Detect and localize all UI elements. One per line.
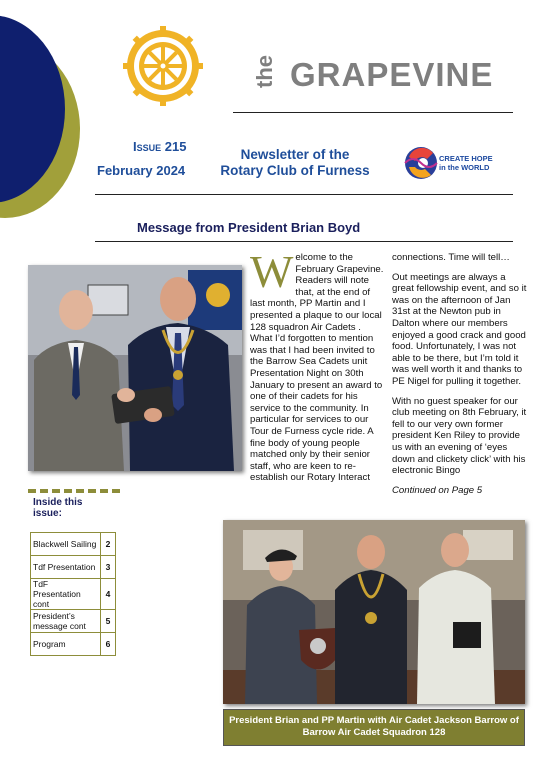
newsletter-subtitle	[200, 147, 390, 179]
subtitle-line-1: Newsletter of the	[240, 147, 350, 162]
contents-row[interactable]	[31, 579, 116, 610]
header-rule	[233, 112, 513, 113]
contents-row[interactable]	[31, 633, 116, 656]
subheader-rule-bottom	[95, 241, 513, 242]
article-text-col1: elcome to the February Grapevine. Readers will note that, at the end of last month, PP Martin and I presented a plaque to our local 128 squadron Air Cadets . What I’d forgotten to mention was that I had been invited to the Barrow Sea Cadets unit Presentation Night on 30th January to present an award to one of their cadets for his service to the community. In particular for services to our Tour de Furness cycle ride. A fine body of young people matched only by their senior staff, who are keen to re-establish our Rotary Interact	[250, 252, 384, 484]
contents-label: Blackwell Sailing	[31, 533, 101, 556]
contents-table	[30, 532, 116, 656]
article-paragraph: Out meetings are always a great fellowship event, and so it was on the afternoon of Jan 31st at the Newton pub in Dalton where our members enjoyed a good crack and good food. Unfortunately, I was not able to be there, but I’m told it was well worth it and thanks to PE Nigel for pulling it together.	[392, 271, 527, 387]
contents-label: President’s message cont	[31, 610, 101, 633]
article-column-1	[250, 246, 385, 484]
rotary-logo	[118, 24, 208, 108]
contents-page: 6	[101, 633, 116, 656]
photo-caption: President Brian and PP Martin with Air Cadet Jackson Barrow of Barrow Air Cadet Squadron 128	[223, 709, 525, 746]
contents-row[interactable]	[31, 556, 116, 579]
subtitle-line-2: Rotary Club of Furness	[220, 163, 370, 178]
issue-number: Issue 215	[133, 139, 187, 154]
photo-plaque-presentation	[28, 265, 242, 471]
continued-note: Continued on Page 5	[392, 484, 483, 496]
article-paragraph: With no guest speaker for our club meeting on 8th February, it fell to our very own former president Ken Riley to provide us with an evening of ‘eyes down and clickety click’ with his electronic Bingo	[392, 395, 527, 477]
create-hope-text	[439, 154, 493, 172]
contents-page: 2	[101, 533, 116, 556]
contents-page: 4	[101, 579, 116, 610]
article-title: Message from President Brian Boyd	[137, 220, 361, 235]
subheader-rule-top	[95, 194, 513, 195]
create-hope-line-1: CREATE HOPE	[439, 154, 493, 163]
inside-issue-title: Inside this issue:	[33, 497, 83, 519]
contents-row[interactable]	[31, 533, 116, 556]
issue-date: February 2024	[97, 163, 186, 178]
contents-label: TdF Presentation cont	[31, 579, 101, 610]
drop-cap: W	[250, 246, 294, 297]
contents-page: 3	[101, 556, 116, 579]
photo-air-cadet-award	[223, 520, 525, 704]
contents-page: 5	[101, 610, 116, 633]
contents-row[interactable]	[31, 610, 116, 633]
contents-label: Tdf Presentation	[31, 556, 101, 579]
title-the: the	[252, 55, 277, 88]
contents-label: Program	[31, 633, 101, 656]
newsletter-title: GRAPEVINE	[290, 56, 494, 93]
article-paragraph: connections. Time will tell…	[392, 252, 510, 263]
create-hope-line-2: in the WORLD	[439, 163, 490, 172]
article-column-2	[392, 252, 528, 504]
dashed-divider	[28, 489, 120, 493]
